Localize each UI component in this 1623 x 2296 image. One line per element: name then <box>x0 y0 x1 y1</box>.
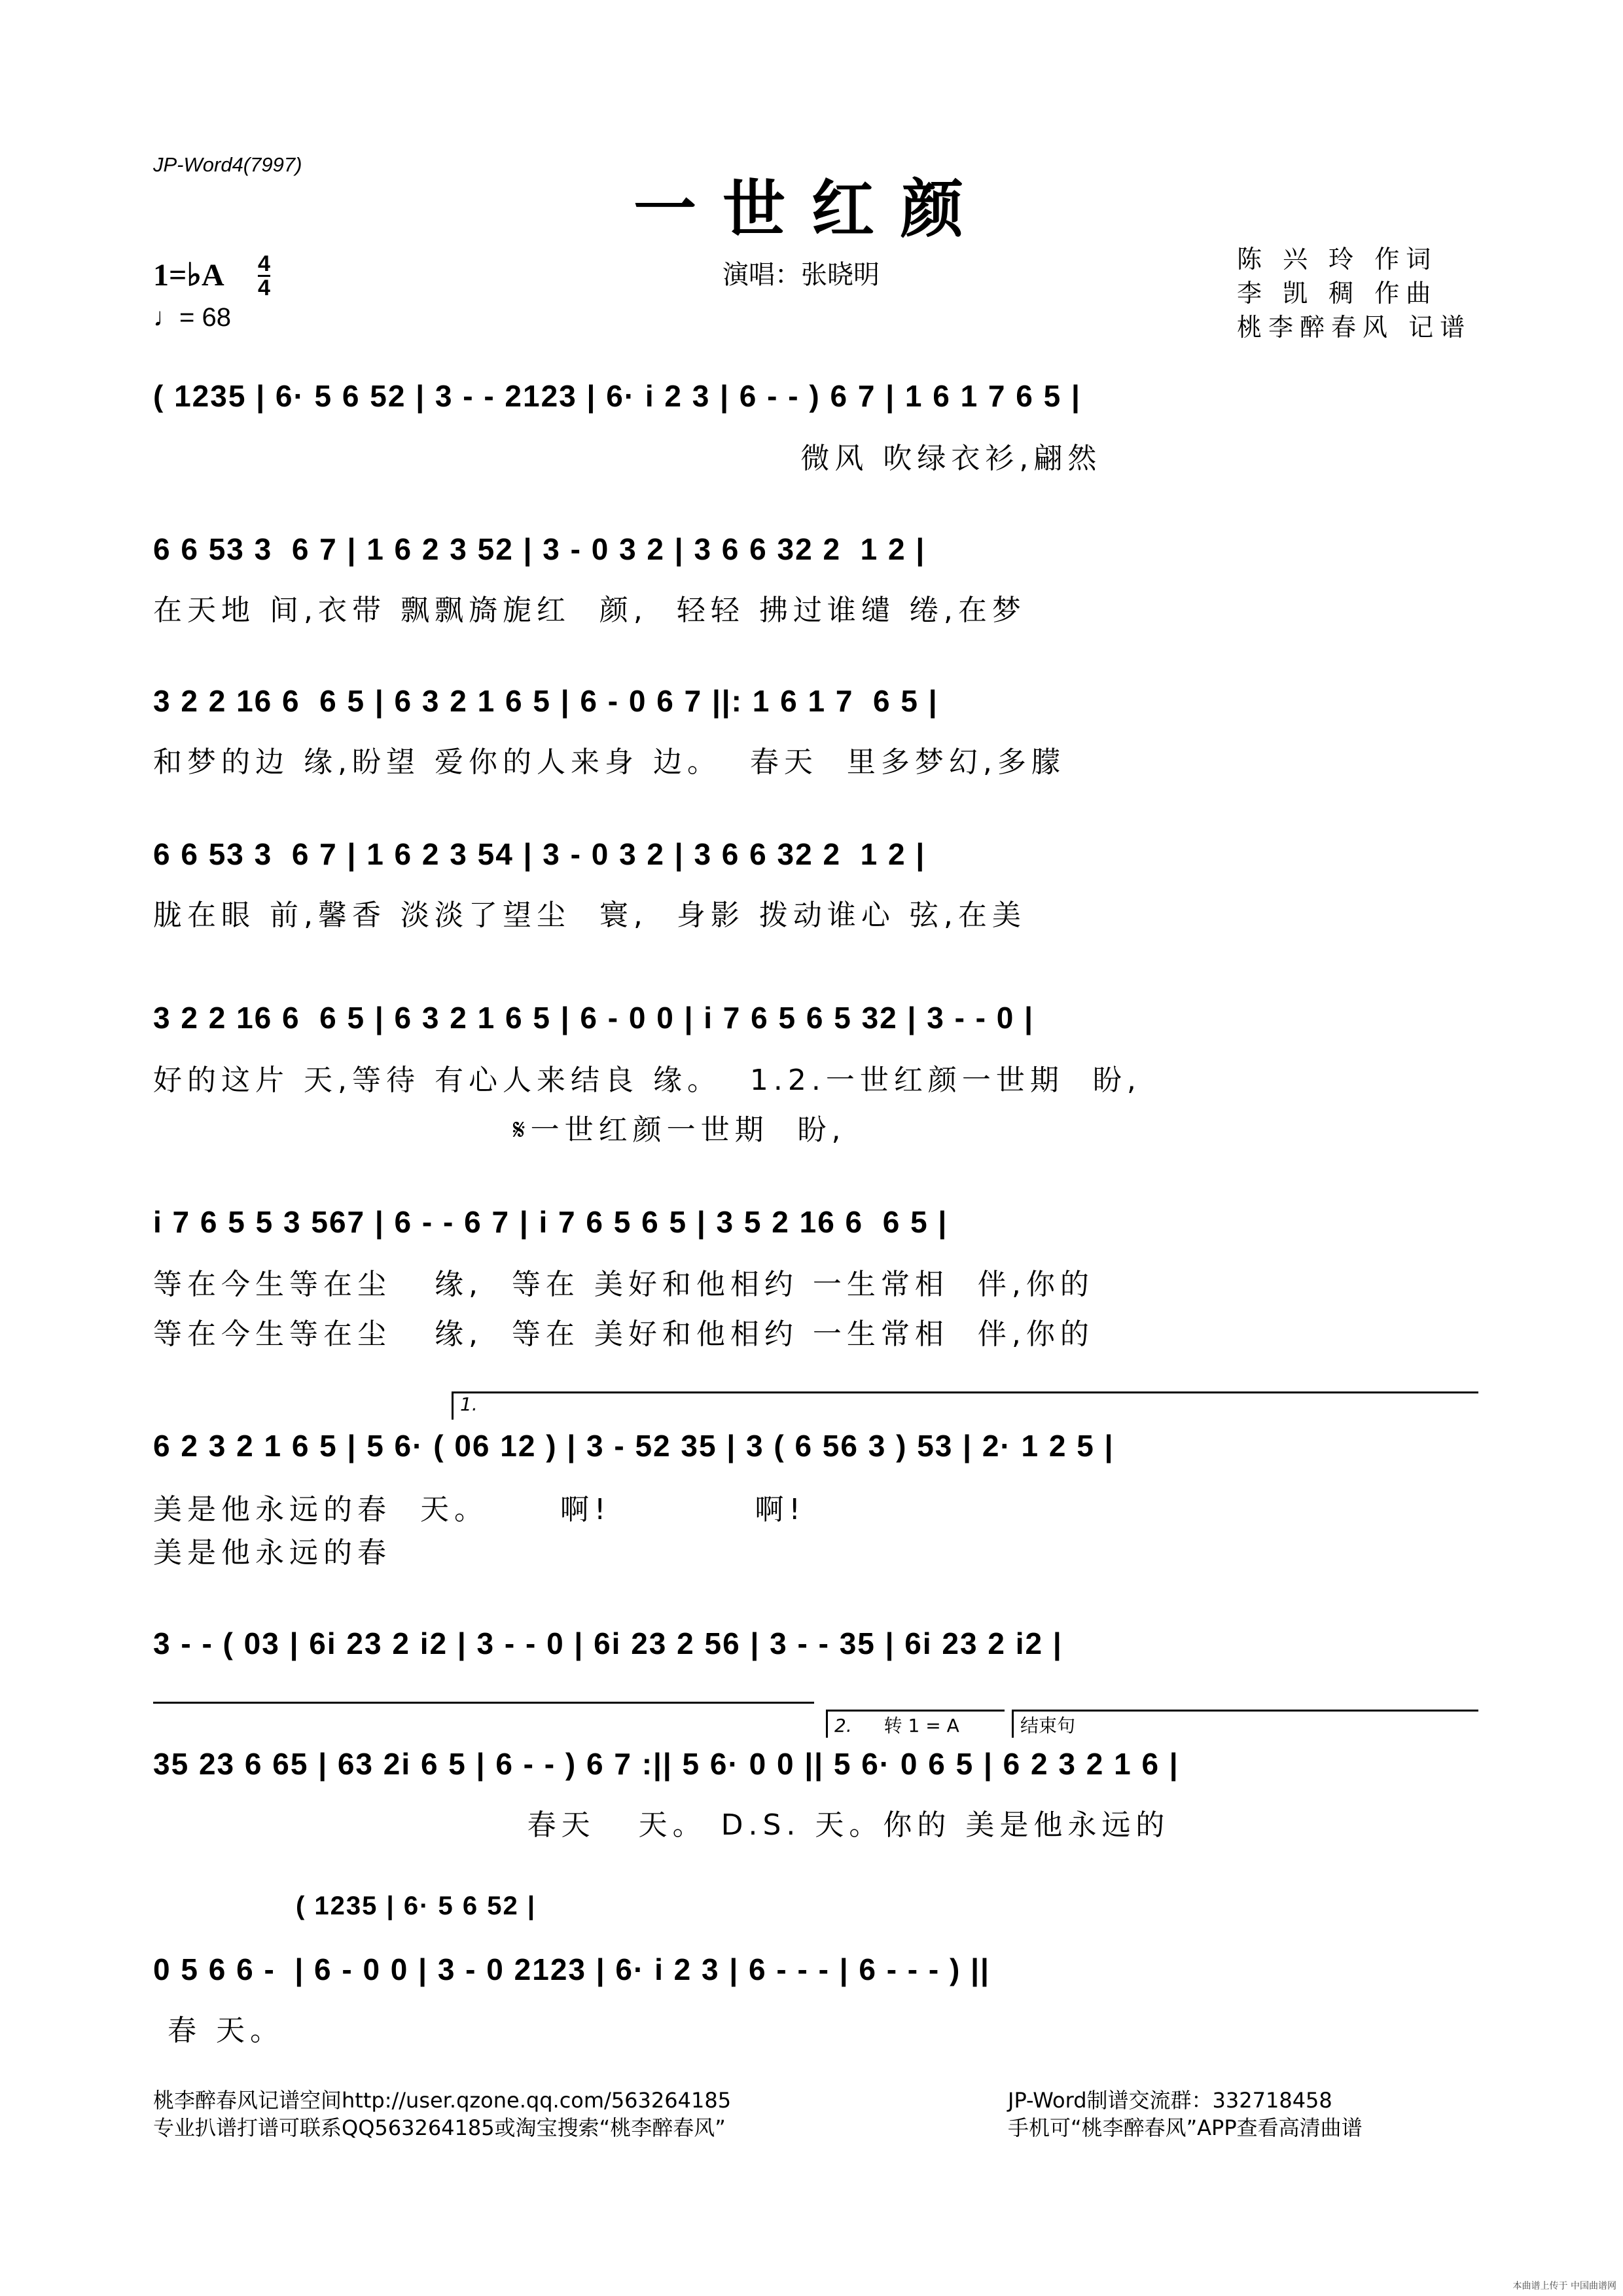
lyrics-line: 春天 天。 D.S. 天。你的 美是他永远的 <box>153 1808 1170 1842</box>
tempo-marking: ♩= 68 <box>153 303 231 332</box>
lyrics-line: 春 天。 <box>153 2014 284 2047</box>
lyrics-line: 等在今生等在尘 缘, 等在 美好和他相约 一生常相 伴,你的 <box>153 1268 1094 1301</box>
score-system-7: 6 2 3 2 1 6 5 | 5 6· ( 06 12 ) | 3 - 52 35 | 3 ( 6 56 3 ) 53 | 2· 1 2 5 | <box>153 1429 1115 1463</box>
score-system-9: 35 23 6 65 | 63 2i 6 5 | 6 - - ) 6 7 :|| 5 6· 0 0 || 5 6· 0 6 5 | 6 2 3 2 1 6 | <box>153 1747 1179 1781</box>
volta-bracket-1: 1. <box>452 1391 1478 1420</box>
footer-right <box>1008 2087 1363 2142</box>
score-system-8: 3 - - ( 03 | 6i 23 2 i2 | 3 - - 0 | 6i 23 2 56 | 3 - - 35 | 6i 23 2 i2 | <box>153 1626 1063 1660</box>
composer-credit: 李 凯 稠 作曲 <box>1237 279 1438 308</box>
footer-right-line2: 手机可“桃李醉春风”APP查看高清曲谱 <box>1008 2115 1363 2140</box>
singer-credit: 演唱：张晓明 <box>722 260 880 290</box>
time-signature <box>258 253 270 299</box>
score-system-3: 3 2 2 16 6 6 5 | 6 3 2 1 6 5 | 6 - 0 6 7 ||: 1 6 1 7 6 5 | <box>153 684 938 718</box>
ending-bracket: 结束句 <box>1012 1710 1478 1738</box>
lyrics-line: 微风 吹绿衣衫,翩然 <box>153 442 1102 475</box>
software-label: JP-Word4(7997) <box>153 153 302 176</box>
lyrics-line: 胧在眼 前,馨香 淡淡了望尘 寰, 身影 拨动谁心 弦,在美 <box>153 899 1026 932</box>
lyrics-line: 在天地 间,衣带 飘飘旖旎红 颜, 轻轻 拂过谁缱 绻,在梦 <box>153 594 1026 627</box>
footer-left <box>153 2087 731 2142</box>
transcriber-credit: 桃李醉春风 记谱 <box>1237 313 1472 342</box>
key-signature: 1=♭A <box>153 258 224 293</box>
score-system-2: 6 6 53 3 6 7 | 1 6 2 3 52 | 3 - 0 3 2 | 3 6 6 32 2 1 2 | <box>153 532 926 566</box>
footer-right-line1: JP-Word制谱交流群：332718458 <box>1008 2088 1332 2113</box>
lyrics-line: 和梦的边 缘,盼望 爱你的人来身 边。 春天 里多梦幻,多朦 <box>153 745 1065 779</box>
score-system-5: 3 2 2 16 6 6 5 | 6 3 2 1 6 5 | 6 - 0 0 | i 7 6 5 6 5 32 | 3 - - 0 | <box>153 1001 1034 1035</box>
time-signature-top: 4 <box>258 251 270 276</box>
score-system-10: 0 5 6 6 - | 6 - 0 0 | 3 - 0 2123 | 6· i 2 3 | 6 - - - | 6 - - - ) || <box>153 1952 990 1986</box>
volta-2-label: 2. <box>834 1715 852 1736</box>
score-system-1: ( 1235 | 6· 5 6 52 | 3 - - 2123 | 6· i 2 3 | 6 - - ) 6 7 | 1 6 1 7 6 5 | <box>153 379 1081 413</box>
lyrics-line: 等在今生等在尘 缘, 等在 美好和他相约 一生常相 伴,你的 <box>153 1318 1094 1351</box>
lyrics-line: 好的这片 天,等待 有心人来结良 缘。 1.2.一世红颜一世期 盼, <box>153 1064 1141 1097</box>
time-signature-bottom: 4 <box>258 276 270 300</box>
volta-continuation-line <box>153 1702 814 1704</box>
score-system-10-upper: ( 1235 | 6· 5 6 52 | <box>296 1892 537 1920</box>
footer-left-line2: 专业扒谱打谱可联系QQ563264185或淘宝搜索“桃李醉春风” <box>153 2115 726 2140</box>
lyrics-line: 𝄋一世红颜一世期 盼, <box>153 1113 846 1147</box>
lyrics-line: 美是他永远的春 <box>153 1536 391 1570</box>
credits-block <box>1237 242 1471 344</box>
score-system-6: i 7 6 5 5 3 567 | 6 - - 6 7 | i 7 6 5 6 5 | 3 5 2 16 6 6 5 | <box>153 1205 948 1239</box>
corner-watermark: 本曲谱上传于 中国曲谱网 <box>1512 2281 1616 2291</box>
score-system-4: 6 6 53 3 6 7 | 1 6 2 3 54 | 3 - 0 3 2 | 3 6 6 32 2 1 2 | <box>153 837 926 871</box>
page-title: 一世红颜 <box>633 173 990 246</box>
lyricist-credit: 陈 兴 玲 作词 <box>1237 245 1438 274</box>
lyrics-line: 美是他永远的春 天。 啊! 啊! <box>153 1493 806 1526</box>
volta-bracket-2 <box>826 1710 1005 1738</box>
modulation-label: 转 1 = A <box>883 1715 959 1736</box>
footer-left-line1: 桃李醉春风记谱空间http://user.qzone.qq.com/563264185 <box>153 2088 732 2113</box>
